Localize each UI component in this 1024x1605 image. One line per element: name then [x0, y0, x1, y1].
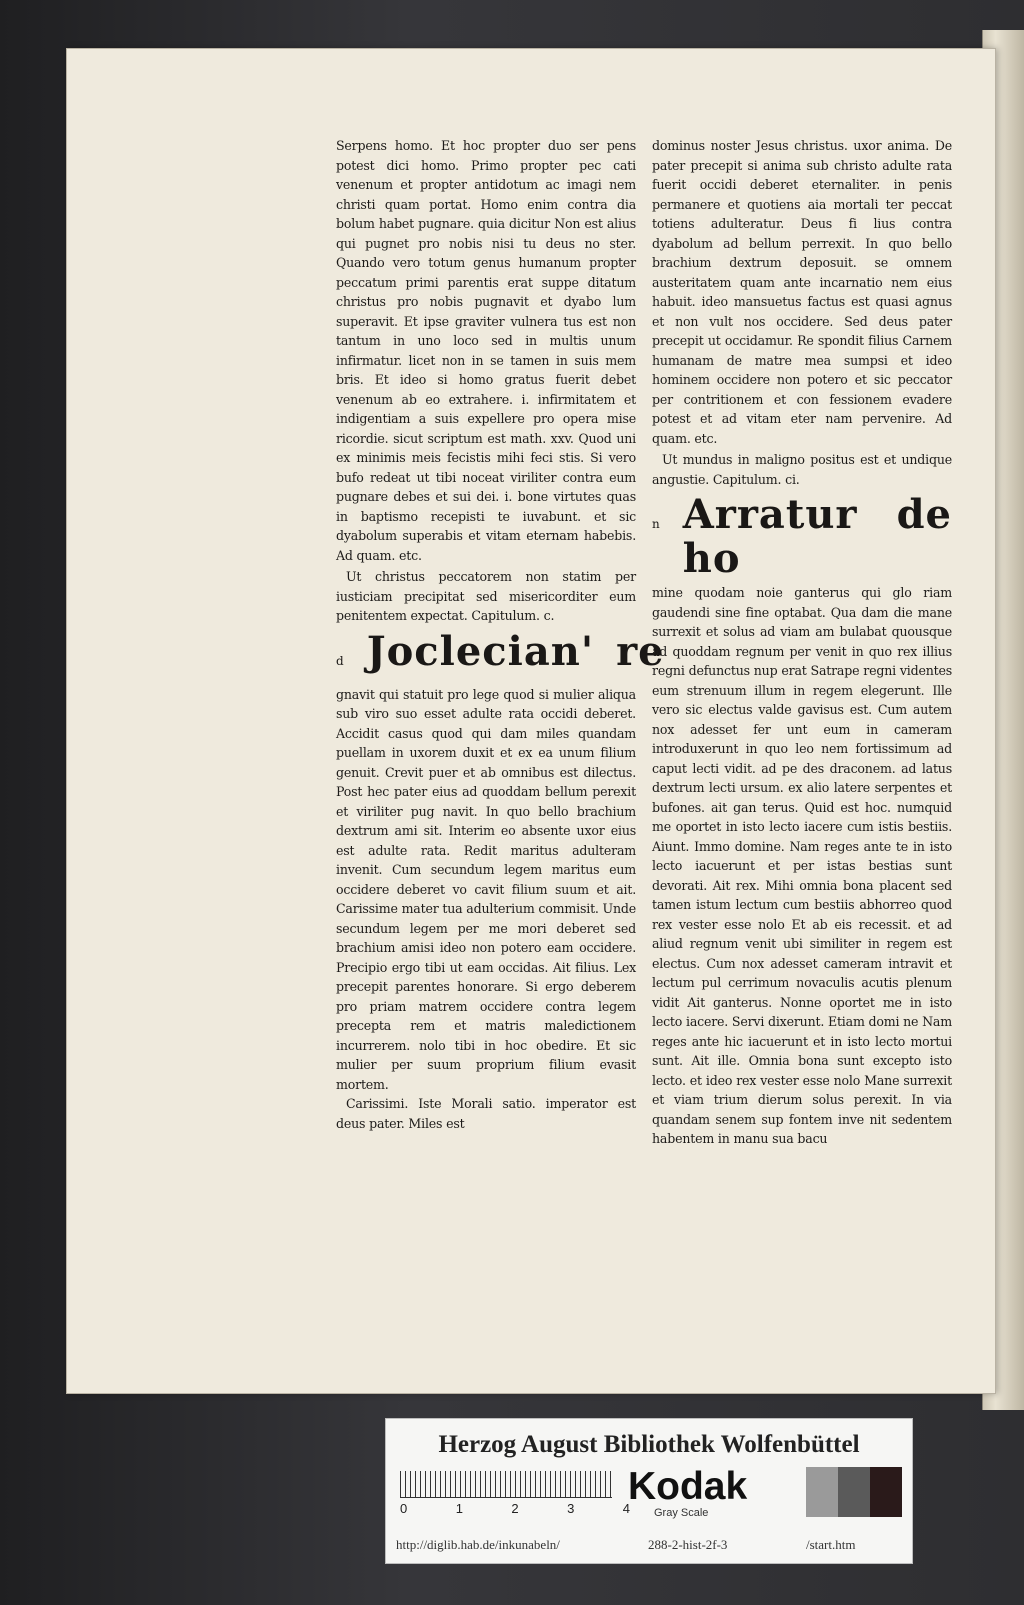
kodak-scale-card: [385, 1418, 913, 1564]
left-paragraph-2: gnavit qui statuit pro lege quod si mulier aliqua sub viro suo esset adulte rata occidi deberet. Accidit casus quod qui dam miles quandam puellam in uxorem duxit et ex ea unum filium genuit. Crevit puer et ab omnibus est dilectus. Post hec pater eius ad quoddam bellum perexit et viriliter pug navit. In quo bello brachium dextrum ami sit. Interim eo absente uxor eius est adulte rata. Redit maritus adulteram invenit. Cum secundum legem maritus eum occidere deberet vo cavit filium suum et ait. Carissime mater tua adulterium commisit. Unde secundum legem per me mori deberet sed brachium amisi ideo non potero eam occidere. Precipio ergo tibi ut eam occidas. Ait filius. Lex precepit parentes honorare. Si ergo deberem pro priam matrem occidere contra legem precepta rem et matris maledictionem incurrerem. nolo tibi in hoc obedire. Et sic mulier per suum proprium filium evasit mortem.: [336, 686, 636, 1092]
ruler-scale: [400, 1471, 612, 1498]
left-chapter-heading: [336, 627, 665, 683]
gray-scale-patches: [806, 1467, 902, 1517]
right-paragraph-2: mine quodam noie ganterus qui glo riam gaudendi sine fine optabat. Qua dam die mane surrexit et solus ad viam am bulabat quousque ad quoddam regnum per venit in quo rex illius regni defunctus nup erat Satrape regni videntes eum strenuum illum in regem elegerunt. Ille vero sic electus valde gavisus est. Cum autem nox adesset fer unt eum in cameram introduxerunt in quo leo nem fortissimum ad caput lecti vidit. ad pe des draconem. ad latus dextrum lecti ursum. ex alio latere serpentes et bufones. ait gan terus. Quid est hoc. numquid me oportet in isto lecto iacere cum istis bestiis. Aiunt. Immo domine. Nam reges ante te in isto lecto iacuerunt et per istas bestias sunt devorati. Ait rex. Mihi omnia bona placent sed tamen istum lectum cum bestiis abhorreo quod rex vester esse nolo Et ab eis recessit. et ad aliud regnum venit ubi similiter in regem est electus. Cum nox adesset cameram intravit et lectum pul cerrimum novaculis acutis plenum vidit Ait ganterus. Nonne oportet me in isto lecto iacere. Servi dixerunt. Etiam domi ne Nam reges ante hic iacuerunt et in isto lecto mortui sunt. Ait ille. Omnia bona sunt excepto isto lecto. et ideo rex vester esse nolo Mane surrexit et viam trium dierum solus perexit. In via quandam senem sup fontem inve nit sedentem habentem in manu sua bacu: [652, 585, 952, 1146]
right-text-column: [652, 136, 952, 1149]
right-chapter-summary-text: Ut mundus in maligno positus est et undique angustie.: [652, 452, 952, 487]
right-guide-letter: n: [652, 517, 661, 531]
left-initial-word: Joclecian': [366, 627, 595, 675]
right-initial-word: Arratur de ho: [682, 491, 952, 582]
left-text-column: [336, 136, 665, 1133]
left-chapter-label: Capitulum. c.: [471, 608, 555, 623]
url-left: http://diglib.hab.de/inkunabeln/: [396, 1537, 560, 1552]
left-paragraph-3: Carissimi. Iste Morali satio. imperator est deus pater. Miles est: [336, 1096, 636, 1131]
ruler-number: 1: [455, 1501, 463, 1516]
library-name: Herzog August Bibliothek Wolfenbüttel: [438, 1431, 860, 1458]
ruler-number: 0: [400, 1501, 408, 1516]
right-paragraph-1: dominus noster Jesus christus. uxor anima. De pater precepit si anima sub christo adulte rata fuerit occidi deberet eternaliter. in penis permanere et quotiens aia mortali ter peccat totiens adulteratur. Deus fi lius contra dyabolum ad bellum perrexit. In quo bello brachium dextrum deposuit. se omnem austeritatem quam ante incarnatio nem eius habuit. ideo mansuetus factus est quasi agnus et non vult nos occidere. Sed deus pater precepit ut occidamur. Re spondit filius Carnem humanam de matre mea sumpsi et ideo hominem occidere non potero et sic peccator per contritionem et con fessionem evadere potest et ad vitam eter nam pervenire. Ad quam. etc.: [652, 138, 952, 446]
ruler-numbers: [400, 1501, 630, 1516]
gray-scale-label: Gray Scale: [654, 1507, 709, 1519]
gray-patch: [870, 1467, 902, 1517]
kodak-brand: Kodak: [628, 1465, 748, 1508]
url-right: /start.htm: [806, 1537, 856, 1552]
gray-patch: [838, 1467, 870, 1517]
left-paragraph-1: Serpens homo. Et hoc propter duo ser pens potest dici homo. Primo propter pec cati venenum et propter antidotum ac imagi nem christi quam portat. Homo enim contra dia bolum habet pugnare. quia dicitur Non est alius qui pugnet pro nobis nisi tu deus no ster. Quando vero totum genus humanum propter peccatum primi parentis erat suppe ditatum christus pro nobis pugnavit et dyabo lum superavit. Et ipse graviter vulnera tus est non tantum in uno loco sed in multis unum infirmatur. licet non in se tamen in suis mem bris. Et ideo si homo gratus fuerit debet venenum ab eo extrahere. i. infirmitatem et indigentiam a suis expellere pro opera mise ricordie. sicut scriptum est math. xxv. Quod uni ex minimis meis fecistis mihi feci stis. Si vero bufo redeat ut tibi noceat viriliter contra eum pugnare debes et sui dei. i. bone virtutes quas in baptismo recepisti te iuvabunt. et sic dyabolum superabis et vitam eternam habebis. Ad quam. etc.: [336, 138, 636, 563]
right-chapter-summary: [652, 450, 952, 489]
ruler-number: 2: [511, 1501, 519, 1516]
ruler-number: 4: [622, 1501, 630, 1516]
right-chapter-heading: [652, 493, 952, 581]
left-initial-rest: re: [616, 627, 665, 675]
url-middle: 288-2-hist-2f-3: [648, 1537, 728, 1552]
right-chapter-label: Capitulum. ci.: [712, 471, 800, 487]
book-page: [66, 48, 996, 1394]
left-chapter-summary: [336, 567, 636, 626]
ruler-number: 3: [567, 1501, 575, 1516]
gray-patch: [806, 1467, 838, 1517]
left-chapter-summary-text: Ut christus peccatorem non statim per iusticiam precipitat sed misericorditer eum penitentem expectat.: [336, 569, 636, 623]
left-guide-letter: d: [336, 653, 345, 668]
